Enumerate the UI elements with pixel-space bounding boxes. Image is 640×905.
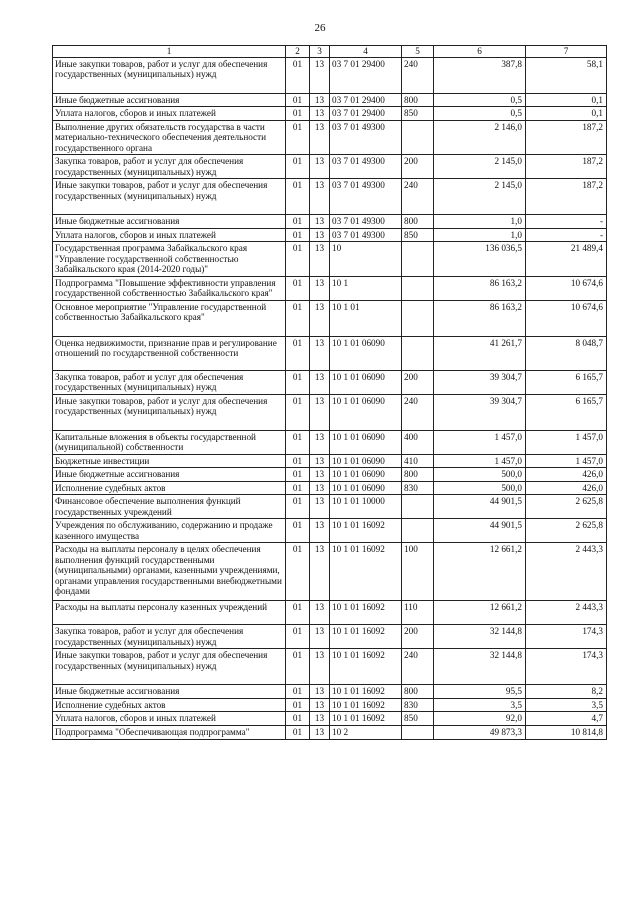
- header-cell: 6: [434, 46, 526, 58]
- cell-c3: 13: [310, 120, 330, 155]
- cell-c7: 10 814,8: [526, 725, 607, 739]
- cell-c5: 240: [402, 394, 434, 430]
- cell-c2: 01: [286, 179, 310, 215]
- cell-c6: 39 304,7: [434, 394, 526, 430]
- cell-c2: 01: [286, 155, 310, 179]
- table-row: [53, 370, 607, 394]
- row-name-cell: Уплата налогов, сборов и иных платежей: [53, 712, 286, 726]
- budget-table: [52, 45, 607, 740]
- cell-c3: 13: [310, 430, 330, 454]
- cell-c3: 13: [310, 601, 330, 625]
- cell-c3: 13: [310, 300, 330, 336]
- cell-c4: 03 7 01 49300: [330, 155, 402, 179]
- row-name-cell: Учреждения по обслуживанию, содержанию и продаже казенного имущества: [53, 519, 286, 543]
- cell-c2: 01: [286, 107, 310, 121]
- cell-c2: 01: [286, 57, 310, 93]
- cell-c7: 21 489,4: [526, 242, 607, 277]
- table-row: [53, 468, 607, 482]
- cell-c6: 12 661,2: [434, 543, 526, 601]
- table-row: [53, 120, 607, 155]
- table-row: [53, 430, 607, 454]
- cell-c5: [402, 725, 434, 739]
- cell-c2: 01: [286, 519, 310, 543]
- cell-c3: 13: [310, 725, 330, 739]
- cell-c4: 10 1 01 06090: [330, 468, 402, 482]
- cell-c5: 830: [402, 698, 434, 712]
- row-name-cell: Основное мероприятие "Управление государственной собственностью Забайкальского края": [53, 300, 286, 336]
- table-row: [53, 57, 607, 93]
- cell-c3: 13: [310, 179, 330, 215]
- cell-c6: 92,0: [434, 712, 526, 726]
- cell-c4: 10 1 01 06090: [330, 430, 402, 454]
- row-name-cell: Оценка недвижимости, признание прав и регулирование отношений по государственной собственности: [53, 336, 286, 370]
- cell-c6: 2 145,0: [434, 179, 526, 215]
- cell-c2: 01: [286, 336, 310, 370]
- table-row: [53, 155, 607, 179]
- cell-c3: 13: [310, 394, 330, 430]
- cell-c6: 86 163,2: [434, 300, 526, 336]
- cell-c4: 10 1 01 16092: [330, 625, 402, 649]
- cell-c2: 01: [286, 215, 310, 229]
- cell-c7: 4,7: [526, 712, 607, 726]
- cell-c7: 6 165,7: [526, 370, 607, 394]
- cell-c7: 8,2: [526, 685, 607, 699]
- cell-c5: 110: [402, 601, 434, 625]
- cell-c6: 387,8: [434, 57, 526, 93]
- cell-c6: 1 457,0: [434, 430, 526, 454]
- cell-c7: 0,1: [526, 107, 607, 121]
- row-name-cell: Уплата налогов, сборов и иных платежей: [53, 107, 286, 121]
- table-row: [53, 543, 607, 601]
- row-name-cell: Уплата налогов, сборов и иных платежей: [53, 228, 286, 242]
- cell-c2: 01: [286, 649, 310, 685]
- row-name-cell: Иные закупки товаров, работ и услуг для обеспечения государственных (муниципальных) нужд: [53, 57, 286, 93]
- cell-c7: 187,2: [526, 120, 607, 155]
- cell-c4: 10 2: [330, 725, 402, 739]
- cell-c7: 187,2: [526, 155, 607, 179]
- table-row: [53, 625, 607, 649]
- cell-c7: 426,0: [526, 481, 607, 495]
- cell-c5: 800: [402, 215, 434, 229]
- page-number: 26: [314, 22, 326, 34]
- table-row: [53, 481, 607, 495]
- cell-c2: 01: [286, 698, 310, 712]
- cell-c3: 13: [310, 481, 330, 495]
- table-row: [53, 495, 607, 519]
- cell-c6: 0,5: [434, 93, 526, 107]
- header-cell: 1: [53, 46, 286, 58]
- cell-c5: [402, 242, 434, 277]
- table-row: [53, 93, 607, 107]
- row-name-cell: Выполнение других обязательств государства в части материально-технического обеспечения деятельности государственного органа: [53, 120, 286, 155]
- cell-c7: 6 165,7: [526, 394, 607, 430]
- cell-c5: [402, 495, 434, 519]
- cell-c4: 10 1 01 16092: [330, 601, 402, 625]
- cell-c2: 01: [286, 93, 310, 107]
- cell-c5: 200: [402, 155, 434, 179]
- table-row: [53, 649, 607, 685]
- cell-c5: 850: [402, 107, 434, 121]
- cell-c6: 1,0: [434, 215, 526, 229]
- cell-c3: 13: [310, 155, 330, 179]
- cell-c6: 95,5: [434, 685, 526, 699]
- cell-c4: 10 1 01 10000: [330, 495, 402, 519]
- cell-c6: 41 261,7: [434, 336, 526, 370]
- table-row: [53, 394, 607, 430]
- cell-c5: 800: [402, 468, 434, 482]
- cell-c4: 10 1 01 16092: [330, 543, 402, 601]
- cell-c3: 13: [310, 107, 330, 121]
- cell-c5: 200: [402, 370, 434, 394]
- row-name-cell: Закупка товаров, работ и услуг для обеспечения государственных (муниципальных) нужд: [53, 155, 286, 179]
- cell-c5: 240: [402, 649, 434, 685]
- row-name-cell: Государственная программа Забайкальского края "Управление государственной собственностью Забайкальского края (2014-2020 годы)": [53, 242, 286, 277]
- cell-c7: 58,1: [526, 57, 607, 93]
- cell-c3: 13: [310, 625, 330, 649]
- cell-c6: 12 661,2: [434, 601, 526, 625]
- cell-c4: 03 7 01 49300: [330, 179, 402, 215]
- cell-c6: 500,0: [434, 481, 526, 495]
- cell-c5: [402, 336, 434, 370]
- cell-c4: 03 7 01 49300: [330, 120, 402, 155]
- cell-c5: 100: [402, 543, 434, 601]
- cell-c7: -: [526, 228, 607, 242]
- cell-c4: 10 1 01 06090: [330, 336, 402, 370]
- table-row: [53, 215, 607, 229]
- row-name-cell: Иные закупки товаров, работ и услуг для обеспечения государственных (муниципальных) нужд: [53, 179, 286, 215]
- cell-c5: 800: [402, 685, 434, 699]
- cell-c6: 32 144,8: [434, 625, 526, 649]
- cell-c3: 13: [310, 370, 330, 394]
- cell-c4: 03 7 01 49300: [330, 228, 402, 242]
- cell-c5: 200: [402, 625, 434, 649]
- cell-c7: -: [526, 215, 607, 229]
- cell-c4: 03 7 01 29400: [330, 93, 402, 107]
- table-row: [53, 712, 607, 726]
- cell-c7: 2 443,3: [526, 543, 607, 601]
- table-row: [53, 107, 607, 121]
- cell-c4: 10 1: [330, 276, 402, 300]
- cell-c7: 174,3: [526, 649, 607, 685]
- cell-c5: 400: [402, 430, 434, 454]
- cell-c4: 10 1 01 16092: [330, 519, 402, 543]
- cell-c4: 03 7 01 29400: [330, 107, 402, 121]
- table-row: [53, 300, 607, 336]
- row-name-cell: Финансовое обеспечение выполнения функций государственных учреждений: [53, 495, 286, 519]
- cell-c4: 10: [330, 242, 402, 277]
- row-name-cell: Иные бюджетные ассигнования: [53, 468, 286, 482]
- cell-c7: 10 674,6: [526, 300, 607, 336]
- cell-c6: 1 457,0: [434, 454, 526, 468]
- table-row: [53, 228, 607, 242]
- cell-c3: 13: [310, 698, 330, 712]
- cell-c7: 0,1: [526, 93, 607, 107]
- table-row: [53, 336, 607, 370]
- cell-c6: 44 901,5: [434, 495, 526, 519]
- table-header-row: [53, 46, 607, 58]
- cell-c4: 10 1 01 06090: [330, 481, 402, 495]
- cell-c4: 10 1 01 16092: [330, 712, 402, 726]
- cell-c4: 10 1 01 16092: [330, 685, 402, 699]
- cell-c3: 13: [310, 93, 330, 107]
- row-name-cell: Закупка товаров, работ и услуг для обеспечения государственных (муниципальных) нужд: [53, 370, 286, 394]
- row-name-cell: Расходы на выплаты персоналу в целях обеспечения выполнения функций государственными (муниципальными) органами, казенными учреждениями, органами управления государственными внебюджетными фондами: [53, 543, 286, 601]
- cell-c6: 3,5: [434, 698, 526, 712]
- cell-c6: 86 163,2: [434, 276, 526, 300]
- cell-c7: 8 048,7: [526, 336, 607, 370]
- cell-c3: 13: [310, 57, 330, 93]
- cell-c5: 240: [402, 57, 434, 93]
- row-name-cell: Закупка товаров, работ и услуг для обеспечения государственных (муниципальных) нужд: [53, 625, 286, 649]
- header-cell: 5: [402, 46, 434, 58]
- row-name-cell: Исполнение судебных актов: [53, 698, 286, 712]
- cell-c5: [402, 300, 434, 336]
- table-row: [53, 698, 607, 712]
- cell-c3: 13: [310, 454, 330, 468]
- cell-c4: 03 7 01 49300: [330, 215, 402, 229]
- cell-c4: 03 7 01 29400: [330, 57, 402, 93]
- cell-c2: 01: [286, 242, 310, 277]
- table-row: [53, 685, 607, 699]
- cell-c2: 01: [286, 394, 310, 430]
- cell-c4: 10 1 01 16092: [330, 649, 402, 685]
- cell-c5: 800: [402, 93, 434, 107]
- cell-c2: 01: [286, 685, 310, 699]
- row-name-cell: Иные бюджетные ассигнования: [53, 685, 286, 699]
- header-cell: 3: [310, 46, 330, 58]
- cell-c6: 49 873,3: [434, 725, 526, 739]
- row-name-cell: Бюджетные инвестиции: [53, 454, 286, 468]
- cell-c7: 1 457,0: [526, 454, 607, 468]
- cell-c2: 01: [286, 625, 310, 649]
- cell-c2: 01: [286, 725, 310, 739]
- cell-c3: 13: [310, 712, 330, 726]
- cell-c3: 13: [310, 215, 330, 229]
- cell-c4: 10 1 01: [330, 300, 402, 336]
- cell-c7: 10 674,6: [526, 276, 607, 300]
- cell-c2: 01: [286, 228, 310, 242]
- cell-c3: 13: [310, 468, 330, 482]
- cell-c7: 3,5: [526, 698, 607, 712]
- header-cell: 4: [330, 46, 402, 58]
- cell-c2: 01: [286, 430, 310, 454]
- cell-c2: 01: [286, 712, 310, 726]
- cell-c6: 2 146,0: [434, 120, 526, 155]
- cell-c7: 174,3: [526, 625, 607, 649]
- table-row: [53, 519, 607, 543]
- table-row: [53, 242, 607, 277]
- cell-c6: 39 304,7: [434, 370, 526, 394]
- row-name-cell: Исполнение судебных актов: [53, 481, 286, 495]
- row-name-cell: Подпрограмма "Повышение эффективности управления государственной собственностью Забайкальского края": [53, 276, 286, 300]
- cell-c2: 01: [286, 120, 310, 155]
- cell-c5: 850: [402, 228, 434, 242]
- cell-c7: 2 625,8: [526, 495, 607, 519]
- row-name-cell: Подпрограмма "Обеспечивающая подпрограмма": [53, 725, 286, 739]
- cell-c5: [402, 120, 434, 155]
- cell-c4: 10 1 01 06090: [330, 394, 402, 430]
- header-cell: 2: [286, 46, 310, 58]
- cell-c2: 01: [286, 276, 310, 300]
- cell-c6: 32 144,8: [434, 649, 526, 685]
- cell-c2: 01: [286, 300, 310, 336]
- cell-c4: 10 1 01 16092: [330, 698, 402, 712]
- cell-c2: 01: [286, 601, 310, 625]
- cell-c2: 01: [286, 468, 310, 482]
- row-name-cell: Расходы на выплаты персоналу казенных учреждений: [53, 601, 286, 625]
- table-row: [53, 725, 607, 739]
- row-name-cell: Иные бюджетные ассигнования: [53, 93, 286, 107]
- cell-c6: 1,0: [434, 228, 526, 242]
- cell-c7: 187,2: [526, 179, 607, 215]
- cell-c2: 01: [286, 370, 310, 394]
- cell-c3: 13: [310, 685, 330, 699]
- cell-c6: 136 036,5: [434, 242, 526, 277]
- cell-c7: 1 457,0: [526, 430, 607, 454]
- cell-c7: 426,0: [526, 468, 607, 482]
- table-row: [53, 454, 607, 468]
- cell-c5: [402, 276, 434, 300]
- cell-c2: 01: [286, 481, 310, 495]
- cell-c6: 500,0: [434, 468, 526, 482]
- cell-c5: 240: [402, 179, 434, 215]
- cell-c6: 0,5: [434, 107, 526, 121]
- cell-c3: 13: [310, 228, 330, 242]
- cell-c6: 2 145,0: [434, 155, 526, 179]
- cell-c3: 13: [310, 276, 330, 300]
- row-name-cell: Капитальные вложения в объекты государственной (муниципальной) собственности: [53, 430, 286, 454]
- table-row: [53, 276, 607, 300]
- header-cell: 7: [526, 46, 607, 58]
- cell-c5: 410: [402, 454, 434, 468]
- cell-c5: [402, 519, 434, 543]
- cell-c3: 13: [310, 495, 330, 519]
- cell-c4: 10 1 01 06090: [330, 454, 402, 468]
- cell-c6: 44 901,5: [434, 519, 526, 543]
- cell-c7: 2 625,8: [526, 519, 607, 543]
- table-row: [53, 601, 607, 625]
- cell-c7: 2 443,3: [526, 601, 607, 625]
- cell-c4: 10 1 01 06090: [330, 370, 402, 394]
- cell-c2: 01: [286, 495, 310, 519]
- cell-c5: 850: [402, 712, 434, 726]
- row-name-cell: Иные закупки товаров, работ и услуг для обеспечения государственных (муниципальных) нужд: [53, 649, 286, 685]
- cell-c3: 13: [310, 336, 330, 370]
- table-row: [53, 179, 607, 215]
- cell-c3: 13: [310, 543, 330, 601]
- cell-c3: 13: [310, 519, 330, 543]
- cell-c5: 830: [402, 481, 434, 495]
- cell-c3: 13: [310, 242, 330, 277]
- row-name-cell: Иные закупки товаров, работ и услуг для обеспечения государственных (муниципальных) нужд: [53, 394, 286, 430]
- cell-c2: 01: [286, 454, 310, 468]
- cell-c2: 01: [286, 543, 310, 601]
- row-name-cell: Иные бюджетные ассигнования: [53, 215, 286, 229]
- cell-c3: 13: [310, 649, 330, 685]
